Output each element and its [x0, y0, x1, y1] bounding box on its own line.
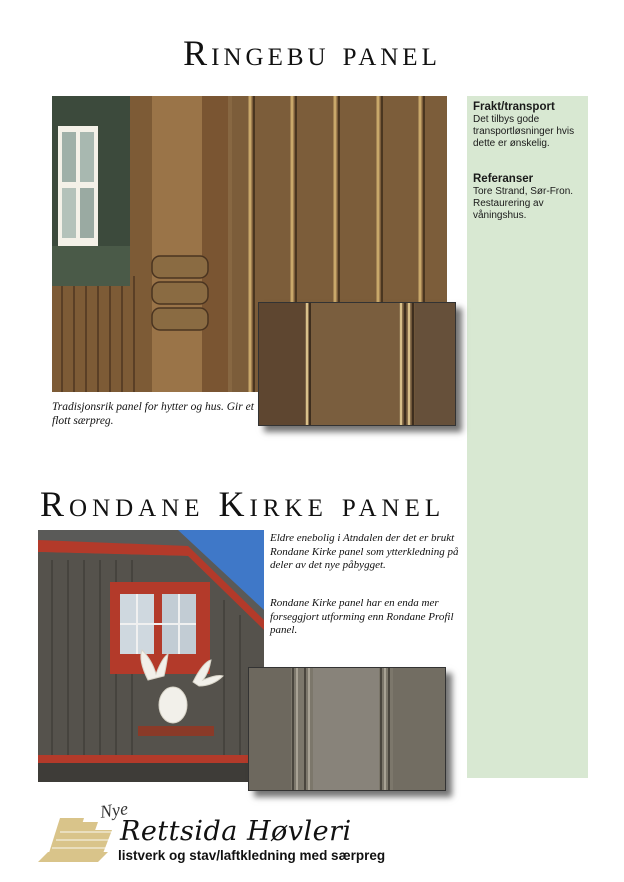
sidebar-frakt — [473, 101, 588, 150]
ringebu-panel-closeup-photo — [258, 302, 456, 426]
sidebar-referanser — [473, 173, 588, 222]
sidebar-frakt-heading: Frakt/transport — [473, 101, 555, 113]
logo-prefix: Nye — [98, 798, 130, 822]
sidebar-referanser-text: Tore Strand, Sør-Fron. Restaurering av våningshus. — [473, 186, 574, 221]
rondane-panel-closeup-photo — [248, 667, 446, 791]
logo-company-name: Rettsida Høvleri — [120, 816, 352, 847]
sidebar-referanser-heading: Referanser — [473, 173, 534, 185]
logo-tagline: listverk og stav/laftkledning med særpreg — [118, 848, 386, 863]
sidebar-frakt-text: Det tilbys gode transportløsninger hvis dette er ønskelig. — [473, 114, 575, 149]
rondane-house-photo — [38, 530, 264, 782]
page-title-rondane: Rondane Kirke panel — [40, 484, 446, 524]
ringebu-caption: Tradisjonsrik panel for hytter og hus. Gir et flott særpreg. — [52, 401, 254, 427]
rondane-caption-2: Rondane Kirke panel har en enda mer forseggjort utforming enn Rondane Profil panel. — [270, 597, 454, 636]
page-title-ringebu: Ringebu panel — [183, 33, 441, 73]
rondane-caption-1: Eldre enebolig i Atndalen der det er brukt Rondane Kirke panel som ytterkledning på deler av det nye påbygget. — [270, 532, 459, 571]
